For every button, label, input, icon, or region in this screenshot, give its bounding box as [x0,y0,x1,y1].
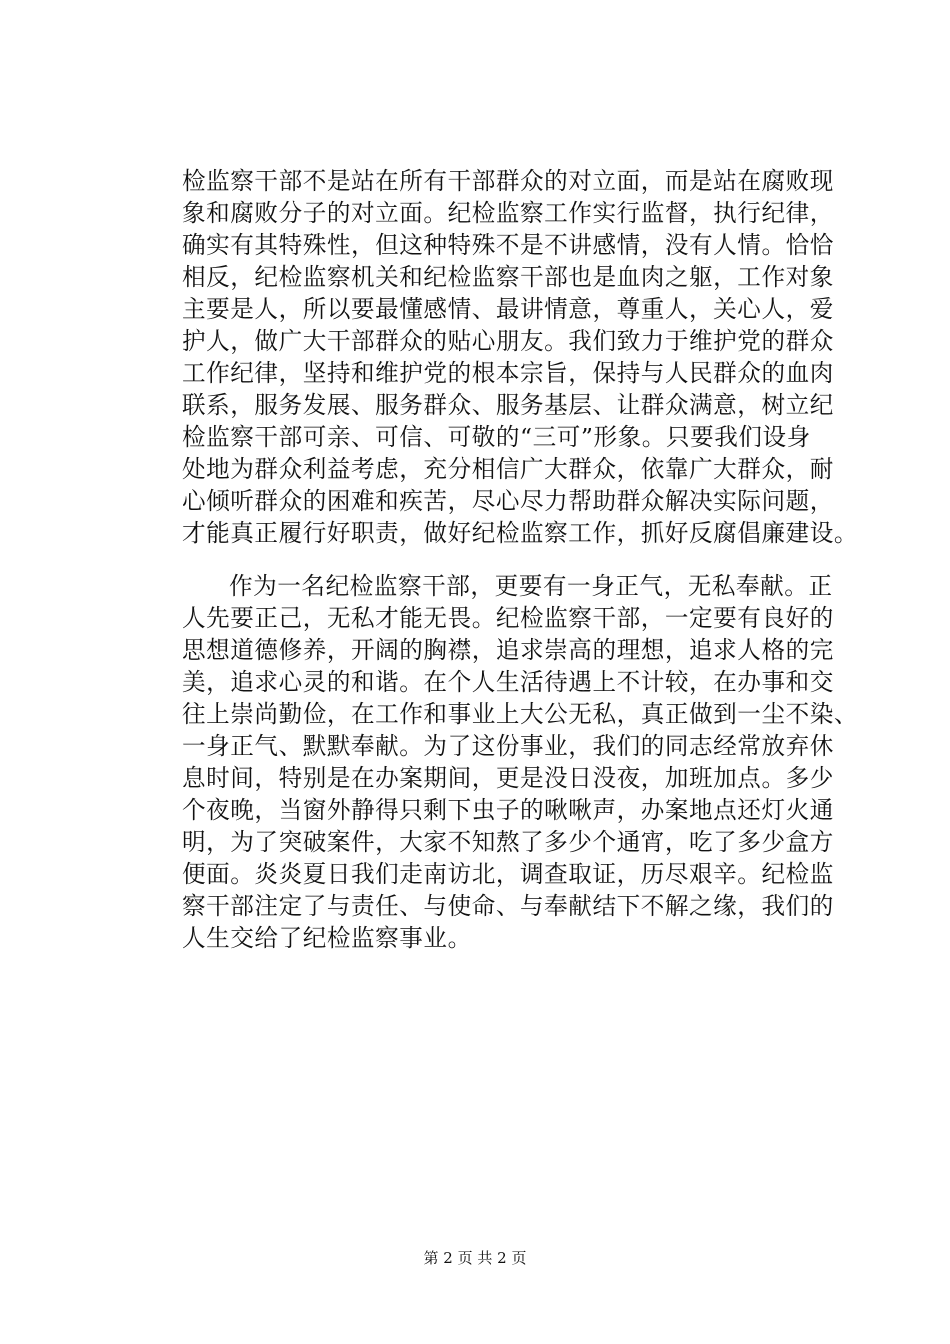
paragraph-1-line: 工作纪律，坚持和维护党的根本宗旨，保持与人民群众的血肉 [182,359,834,387]
paragraph-2-line: 作为一名纪检监察干部，更要有一身正气，无私奉献。正 [229,572,833,600]
paragraph-2-line: 往上崇尚勤俭，在工作和事业上大公无私，真正做到一尘不染、 [182,700,859,728]
paragraph-2-line: 思想道德修养，开阔的胸襟，追求崇高的理想，追求人格的完 [182,636,834,664]
paragraph-2-line: 一身正气、默默奉献。为了这份事业，我们的同志经常放弃休 [182,732,834,760]
paragraph-2-line: 息时间，特别是在办案期间，更是没日没夜，加班加点。多少 [182,764,834,792]
paragraph-2-line: 便面。炎炎夏日我们走南访北，调查取证，历尽艰辛。纪检监 [182,860,834,888]
page-number: 第 2 页 共 2 页 [423,1249,527,1267]
paragraph-1-line: 心倾听群众的困难和疾苦，尽心尽力帮助群众解决实际问题， [182,487,834,515]
paragraph-2-line: 人先要正己，无私才能无畏。纪检监察干部，一定要有良好的 [182,604,834,632]
paragraph-2-line: 明，为了突破案件，大家不知熬了多少个通宵，吃了多少盒方 [182,828,834,856]
paragraph-2-line: 人生交给了纪检监察事业。 [182,924,472,952]
paragraph-1-line: 才能真正履行好职责，做好纪检监察工作，抓好反腐倡廉建设。 [182,519,859,547]
paragraph-1-line: 主要是人，所以要最懂感情、最讲情意，尊重人，关心人，爱 [182,295,834,323]
paragraph-2-line: 个夜晚，当窗外静得只剩下虫子的啾啾声，办案地点还灯火通 [182,796,834,824]
paragraph-1-line: 象和腐败分子的对立面。纪检监察工作实行监督，执行纪律， [182,199,834,227]
paragraph-1-line: 相反，纪检监察机关和纪检监察干部也是血肉之躯，工作对象 [182,263,834,291]
paragraph-2-line: 美，追求心灵的和谐。在个人生活待遇上不计较，在办事和交 [182,668,834,696]
paragraph-1-line: 检监察干部可亲、可信、可敬的“三可”形象。只要我们设身 [182,423,811,451]
paragraph-1-line: 联系，服务发展、服务群众、服务基层、让群众满意，树立纪 [182,391,834,419]
paragraph-1-line: 检监察干部不是站在所有干部群众的对立面，而是站在腐败现 [182,167,834,195]
paragraph-2-line: 察干部注定了与责任、与使命、与奉献结下不解之缘，我们的 [182,892,834,920]
paragraph-1-line: 护人，做广大干部群众的贴心朋友。我们致力于维护党的群众 [182,327,834,355]
paragraph-1-line: 处地为群众利益考虑，充分相信广大群众，依靠广大群众，耐 [182,455,834,483]
paragraph-1-line: 确实有其特殊性，但这种特殊不是不讲感情，没有人情。恰恰 [182,231,834,259]
